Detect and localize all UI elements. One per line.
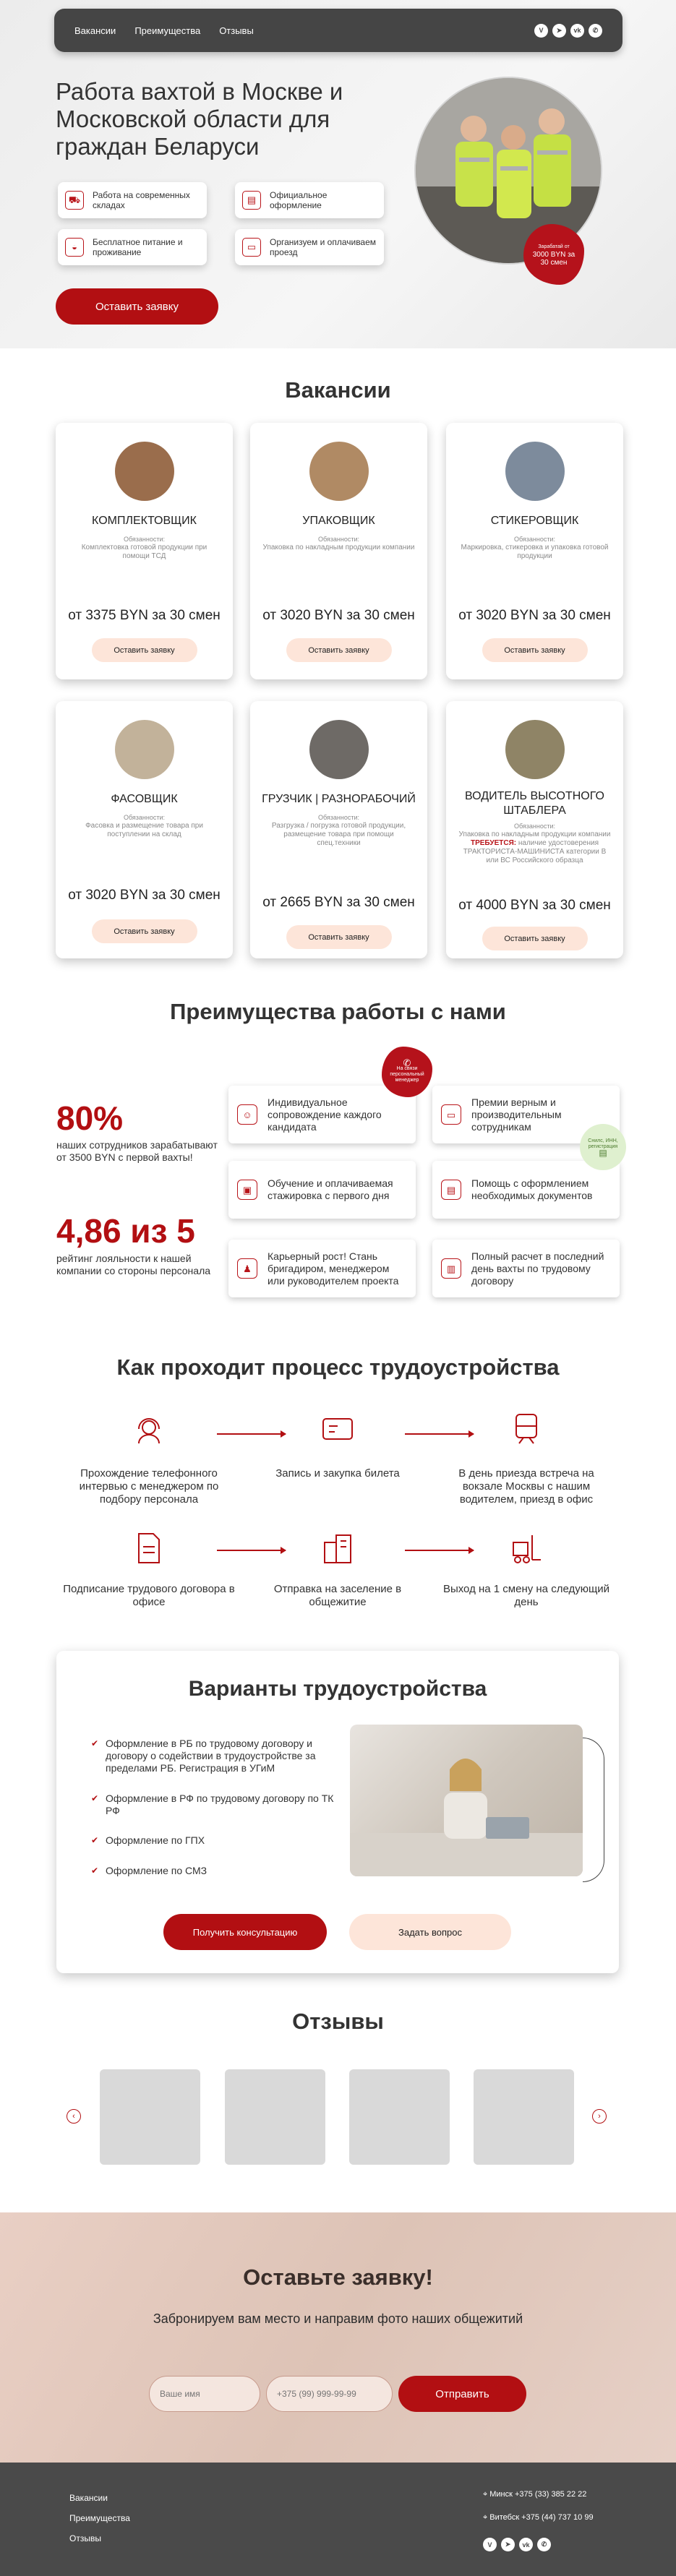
vacancy-name: ГРУЗЧИК | РАЗНОРАБОЧИЙ (262, 793, 416, 805)
vacancy-card (446, 423, 623, 679)
variant-item: ✔ Оформление в РБ по трудовому договору и договору о содействии в трудоустройстве за пределами РБ. Регистрация в УГиМ (91, 1738, 337, 1774)
arrow-icon (405, 1550, 474, 1551)
vacancy-desc: Разгрузка / погрузка готовой продукции, размещение товара при помощи спец.техники (271, 822, 406, 847)
career-icon: ♟ (237, 1258, 257, 1279)
vk-icon[interactable]: vk (570, 24, 584, 38)
document-icon: ▤ (441, 1180, 461, 1200)
whatsapp-icon[interactable]: ✆ (537, 2538, 551, 2551)
vacancy-price: от 3020 BYN за 30 смен (68, 888, 221, 903)
viber-icon[interactable]: V (483, 2538, 497, 2551)
document-icon: ▤ (599, 1148, 607, 1158)
document-icon: ▤ (242, 191, 261, 210)
telegram-icon[interactable]: ➤ (552, 24, 566, 38)
footer-link-reviews[interactable]: Отзывы (69, 2533, 101, 2543)
nav-link-advantages[interactable]: Преимущества (134, 25, 201, 36)
vacancy-price: от 3375 BYN за 30 смен (68, 608, 221, 623)
vacancy-name: СТИКЕРОВЩИК (490, 515, 579, 527)
stat-rating-text: рейтинг лояльности к нашей компании со стороны персонала (56, 1253, 211, 1276)
vacancy-card (56, 701, 233, 958)
clipboard-icon: ▥ (441, 1258, 461, 1279)
office-worker-illustration (350, 1725, 583, 1876)
vacancy-apply-button[interactable]: Оставить заявку (286, 638, 392, 662)
vacancy-name: ВОДИТЕЛЬ ВЫСОТНОГО ШТАБЛЕРА (465, 790, 604, 817)
duties-label: Обязанности: (513, 536, 556, 543)
social-links (534, 24, 602, 38)
hero-section (0, 0, 676, 348)
nav-link-vacancies[interactable]: Вакансии (74, 25, 116, 36)
phone-icon: ✆ (403, 1057, 411, 1068)
advantage-training: ▣ Обучение и оплачиваемая стажировка с первого дня (228, 1161, 416, 1219)
duties-label: Обязанности: (317, 536, 360, 543)
duties-label: Обязанности: (123, 814, 166, 821)
stat-rating: 4,86 из 5 (56, 1212, 195, 1250)
headset-icon (132, 1412, 166, 1446)
footer-link-advantages[interactable]: Преимущества (69, 2513, 130, 2523)
arrow-icon (217, 1550, 286, 1551)
footer-link-vacancies[interactable]: Вакансии (69, 2493, 108, 2503)
stat-percent-text: наших сотрудников зарабатывают от 3500 BYN с первой вахты! (56, 1139, 218, 1163)
vacancy-photo (115, 442, 174, 501)
contract-icon (132, 1531, 166, 1566)
hero-apply-button[interactable]: Оставить заявку (56, 288, 218, 325)
whatsapp-icon[interactable]: ✆ (589, 24, 602, 38)
documents-sticker: Снилс, ИНН, регистрация ▤ (580, 1124, 626, 1170)
vacancy-name: КОМПЛЕКТОВЩИК (92, 515, 197, 527)
advantage-payment: ▥ Полный расчет в последний день вахты по трудовому договору (432, 1240, 620, 1297)
location-icon: ⌖ (483, 2490, 490, 2499)
name-input[interactable] (149, 2376, 260, 2412)
review-card[interactable] (474, 2069, 574, 2165)
location-icon: ⌖ (483, 2513, 490, 2522)
vacancy-desc: Комплектовка готовой продукции при помощи ТСД (81, 544, 207, 560)
step-contract: Подписание трудового договора в офисе (63, 1583, 235, 1608)
bus-icon: ▭ (242, 238, 261, 257)
truck-icon: ⛟ (65, 191, 84, 210)
reviews-title: Отзывы (292, 2009, 384, 2034)
form-subtitle: Забронируем вам место и направим фото наших общежитий (153, 2311, 523, 2326)
duties-label: Обязанности: (317, 814, 360, 821)
vacancy-desc: Маркировка, стикеровка и упаковка готовой продукции (461, 544, 609, 560)
forklift-icon (509, 1531, 544, 1566)
advantage-documents: ▤ Помощь с оформлением необходимых документов (432, 1161, 620, 1219)
get-consultation-button[interactable]: Получить консультацию (163, 1914, 327, 1950)
employment-variants-card (56, 1651, 619, 1973)
step-housing: Отправка на заселение в общежитие (273, 1583, 402, 1608)
vacancy-name: УПАКОВЩИК (302, 515, 375, 527)
feature-label: Организуем и оплачиваем проезд (270, 237, 377, 257)
feature-warehouses (58, 182, 207, 218)
vacancy-price: от 4000 BYN за 30 смен (458, 898, 611, 913)
vacancy-apply-button[interactable]: Оставить заявку (482, 638, 588, 662)
advantage-bonus: ▭ Премии верным и производительным сотрудникам (432, 1086, 620, 1143)
feature-label: Официальное оформление (270, 190, 328, 210)
vacancy-price: от 3020 BYN за 30 смен (458, 608, 611, 623)
feature-label: Бесплатное питание и проживание (93, 237, 183, 257)
vacancy-apply-button[interactable]: Оставить заявку (92, 638, 197, 662)
feature-label: Работа на современных складах (93, 190, 190, 210)
food-icon: ◒ (65, 238, 84, 257)
vacancy-price: от 3020 BYN за 30 смен (262, 608, 415, 623)
chevron-right-icon[interactable]: › (592, 2109, 607, 2124)
card-icon: ▭ (441, 1104, 461, 1125)
review-card[interactable] (225, 2069, 325, 2165)
duties-label: Обязанности: (123, 536, 166, 543)
top-navbar (54, 9, 622, 52)
vacancy-requirement: ТРЕБУЕТСЯ: наличие удостоверения ТРАКТОРИСТА-МАШИНИСТА категории В или ВС Российского образца (463, 839, 607, 864)
vacancy-photo (505, 442, 565, 501)
step-interview: Прохождение телефонного интервью с менеджером по подбору персонала (79, 1467, 219, 1506)
building-icon (320, 1531, 355, 1566)
arrow-icon (405, 1433, 474, 1435)
vacancy-price: от 2665 BYN за 30 смен (262, 895, 415, 910)
feature-travel (235, 229, 384, 265)
footer (0, 2463, 676, 2576)
vacancy-photo (309, 442, 369, 501)
arrow-icon (217, 1433, 286, 1435)
vacancy-name: ФАСОВЩИК (111, 793, 178, 805)
process-title: Как проходит процесс трудоустройства (116, 1354, 560, 1380)
variants-title: Варианты трудоустройства (188, 1677, 487, 1701)
advantages-title: Преимущества работы с нами (170, 999, 506, 1024)
chevron-left-icon[interactable]: ‹ (67, 2109, 81, 2124)
train-icon (509, 1412, 544, 1446)
people-icon: ☺ (237, 1104, 257, 1125)
step-ticket: Запись и закупка билета (275, 1467, 400, 1480)
vacancy-photo (309, 720, 369, 779)
vacancy-photo (115, 720, 174, 779)
vacancy-card (446, 701, 623, 958)
nav-link-reviews[interactable]: Отзывы (219, 25, 254, 36)
vacancies-title: Вакансии (285, 377, 391, 403)
variant-item: ✔ Оформление в РФ по трудовому договору по ТК РФ (91, 1793, 337, 1817)
earnings-badge: Зарабатай от 3000 BYN за 30 смен (523, 224, 584, 285)
stat-percent: 80% (56, 1099, 124, 1137)
manager-sticker: ✆ На связи персональный менеджер (382, 1047, 432, 1097)
ask-question-button[interactable]: Задать вопрос (349, 1914, 511, 1950)
vacancy-desc: Фасовка и размещение товара при поступлении на склад (85, 822, 203, 838)
wallet-icon: ▣ (237, 1180, 257, 1200)
vacancy-photo (505, 720, 565, 779)
review-card[interactable] (100, 2069, 200, 2165)
step-arrival: В день приезда встреча на вокзале Москвы с нашим водителем, приезд в офис (458, 1467, 594, 1506)
review-card[interactable] (349, 2069, 450, 2165)
advantage-career: ♟ Карьерный рост! Стань бригадиром, менеджером или руководителем проекта (228, 1240, 416, 1297)
feature-official (235, 182, 384, 218)
ticket-icon (320, 1412, 355, 1446)
vk-icon[interactable]: vk (519, 2538, 533, 2551)
decorative-outline (583, 1738, 604, 1882)
variant-item: ✔ Оформление по СМЗ (91, 1865, 337, 1877)
form-title: Оставьте заявку! (243, 2264, 433, 2290)
duties-label: Обязанности: (513, 823, 556, 830)
vacancy-card (250, 423, 427, 679)
footer-phone-minsk[interactable]: ⌖ Минск +375 (33) 385 22 22 (483, 2490, 587, 2499)
hero-title: Работа вахтой в Москве и Московской области для граждан Беларуси (56, 78, 343, 160)
feature-food (58, 229, 207, 265)
step-first-shift: Выход на 1 смену на следующий день (442, 1583, 610, 1608)
vacancy-apply-button[interactable]: Оставить заявку (92, 919, 197, 943)
phone-input[interactable] (266, 2376, 393, 2412)
viber-icon[interactable]: V (534, 24, 548, 38)
vacancy-desc: Упаковка по накладным продукции компании (262, 544, 415, 551)
vacancy-desc: Упаковка по накладным продукции компании (458, 830, 611, 838)
office-photo (350, 1725, 583, 1876)
telegram-icon[interactable]: ➤ (501, 2538, 515, 2551)
variant-item: ✔ Оформление по ГПХ (91, 1834, 337, 1847)
vacancy-apply-button[interactable]: Оставить заявку (482, 927, 588, 950)
submit-button[interactable]: Отправить (398, 2376, 526, 2412)
application-form-section (0, 2212, 676, 2463)
vacancy-card (56, 423, 233, 679)
footer-phone-vitebsk[interactable]: ⌖ Витебск +375 (44) 737 10 99 (483, 2513, 594, 2522)
vacancy-card (250, 701, 427, 958)
vacancy-apply-button[interactable]: Оставить заявку (286, 925, 392, 949)
advantage-support: ☺ Индивидуальное сопровождение каждого кандидата (228, 1086, 416, 1143)
